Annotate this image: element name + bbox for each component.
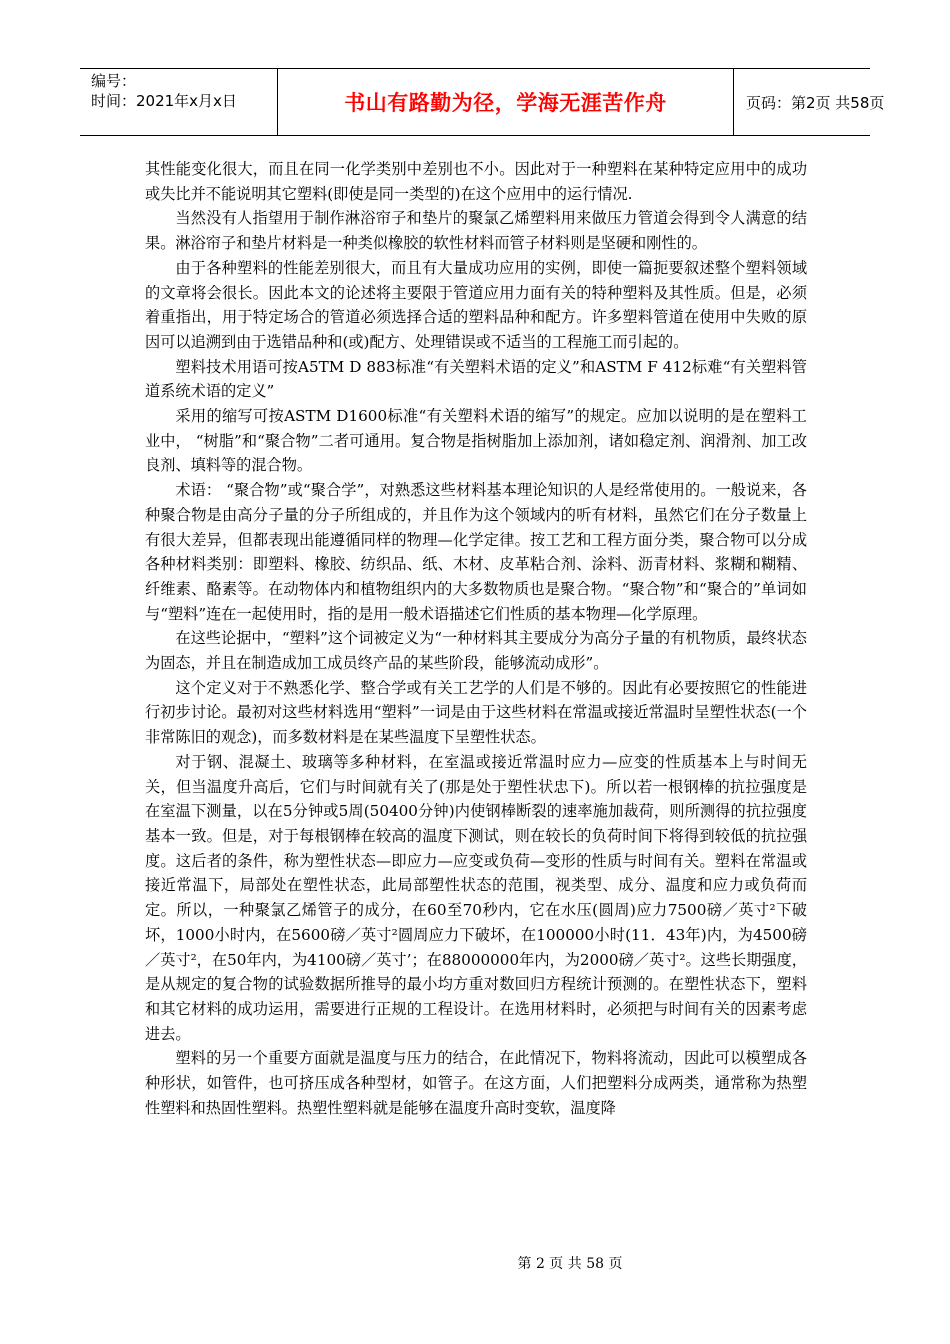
body-paragraph: 术语： “聚合物”或“聚合学”，对熟悉这些材料基本理论知识的人是经常使用的。一般说来，各种聚合物是由高分子量的分子所组成的，并且作为这个领域内的听有材料，虽然它们在分子数量上有很大差异，但都表现出能遵循同样的物理—化学定律。按工艺和工程方面分类，聚合物可以分成各种材料类别：即塑料、橡胶、纺织品、纸、木材、皮革粘合剂、涂料、沥青材料、浆糊和糊精、纤维素、酪素等。在动物体内和植物组织内的大多数物质也是聚合物。“聚合物”和“聚合的”单词如与“塑料”连在一起使用时，指的是用一般术语描述它们性质的基本物理—化学原理。: [145, 481, 807, 623]
body-paragraph: 塑料技术用语可按A5TM D 883标准“有关塑料术语的定义”和ASTM F 412标难“有关塑料管道系统术语的定义”: [145, 357, 807, 401]
header-motto-cell: [278, 69, 734, 135]
body-paragraph: 当然没有人指望用于制作淋浴帘子和垫片的聚氯乙烯塑料用来做压力管道会得到令人满意的结果。淋浴帘子和垫片材料是一种类似橡胶的软性材料而管子材料则是坚硬和刚性的。: [145, 209, 807, 253]
page-footer: [0, 1253, 950, 1273]
body-paragraph: 塑料的另一个重要方面就是温度与压力的结合，在此情况下，物料将流动，因此可以模塑成各种形状，如管件，也可挤压成各种型材，如管子。在这方面，人们把塑料分成两类，通常称为热塑性塑料和热固性塑料。热塑性塑料就是能够在温度升高时变软，温度降: [145, 1049, 807, 1117]
footer-page-number: 第 2 页 共 58 页: [517, 1256, 623, 1272]
header-info-cell: [80, 69, 278, 135]
header-page-number: 页码：第2页 共58页: [746, 93, 885, 112]
header-page-cell: [734, 69, 885, 135]
body-paragraph: 采用的缩写可按ASTM D1600标准“有关塑料术语的缩写”的规定。应加以说明的是在塑料工业中， “树脂”和“聚合物”二者可通用。复合物是指树脂加上添加剂，诸如稳定剂、润滑剂、加工改良剂、填料等的混合物。: [145, 407, 807, 475]
body-paragraph: 其性能变化很大，而且在同一化学类别中差别也不小。因此对于一种塑料在某种特定应用中的成功或失比并不能说明其它塑料(即使是同一类型的)在这个应用中的运行情况.: [145, 160, 807, 203]
page-header: [80, 68, 885, 136]
document-number-label: 编号：: [91, 72, 137, 90]
document-date-label: 时间：2021年x月x日: [91, 92, 237, 110]
document-body: [145, 157, 807, 1120]
body-paragraph: 在这些论据中，“塑料”这个词被定义为“一种材料其主要成分为高分子量的有机物质，最终状态为固态，并且在制造成加工成员终产品的某些阶段，能够流动成形”。: [145, 629, 807, 673]
header-motto: 书山有路勤为径，学海无涯苦作舟: [344, 91, 667, 115]
body-paragraph: 这个定义对于不熟悉化学、整合学或有关工艺学的人们是不够的。因此有必要按照它的性能进行初步讨论。最初对这些材料选用“塑料”一词是由于这些材料在常温或接近常温时呈塑性状态(一个非常陈旧的观念)，而多数材料是在某些温度下呈塑性状态。: [145, 678, 807, 747]
body-paragraph: 由于各种塑料的性能差别很大，而且有大量成功应用的实例，即使一篇扼要叙述整个塑料领域的文章将会很长。因此本文的论述将主要限于管道应用力面有关的特种塑料及其性质。但是，必须着重指出，用于特定场合的管道必须选择合适的塑料品种和配方。许多塑料管道在使用中失败的原因可以追溯到由于选错品种和(或)配方、处理错误或不适当的工程施工而引起的。: [145, 258, 807, 351]
body-paragraph: 对于钢、混凝土、玻璃等多种材料，在室温或接近常温时应力—应变的性质基本上与时间无关，但当温度升高后，它们与时间就有关了(那是处于塑性状忠下)。所以若一根钢棒的抗拉强度是在室温下测量，以在5分钟或5周(50400分钟)内使钢棒断裂的速率施加裁荷，则所测得的抗拉强度基本一致。但是，对于每根钢棒在较高的温度下测试，则在较长的负荷时间下将得到较低的抗拉强度。这后者的条件，称为塑性状态—即应力—应变或负荷—变形的性质与时间有关。塑料在常温或接近常温下，局部处在塑性状态，此局部塑性状态的范围，视类型、成分、温度和应力或负荷而定。所以，一种聚氯乙烯管子的成分，在60至70秒内，它在水压(圆周)应力7500磅／英寸²下破坏，1000小时内，在5600磅／英寸²圆周应力下破坏，在100000小时(11．43年)内，为4500磅／英寸²，在50年内，为4100磅／英寸’；在88000000年内，为2000磅／英寸²。这些长期强度，是从规定的复合物的试验数据所推导的最小均方重对数回归方程统计预测的。在塑性状态下，塑料和其它材料的成功运用，需要进行正规的工程设计。在选用材料时，必须把与时间有关的因素考虑进去。: [145, 752, 807, 1043]
